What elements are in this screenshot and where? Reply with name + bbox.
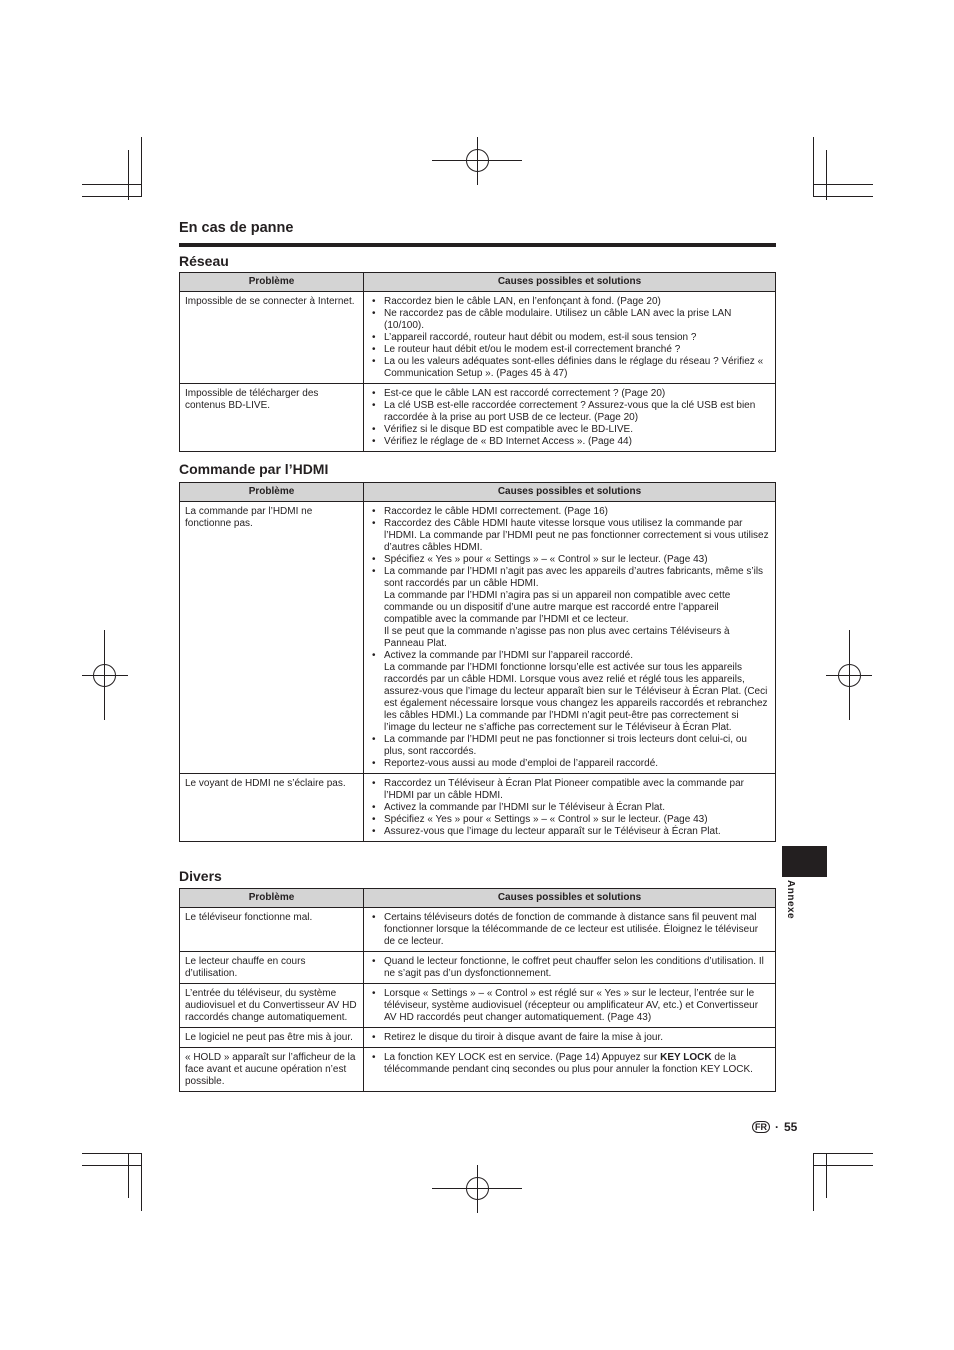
problem-cell: L’entrée du téléviseur, du système audiovisuel et du Convertisseur AV HD raccordés change automatiquement. bbox=[180, 984, 364, 1028]
solution-item: • Activez la commande par l’HDMI sur le Téléviseur à Écran Plat. bbox=[369, 802, 769, 814]
solution-item: • Certains téléviseurs dotés de fonction de commande à distance sans fil peuvent mal fonctionner lorsque la télécommande de ce lecteur est utilisée. Éloignez le téléviseur de ce lecteur. bbox=[369, 912, 769, 948]
table-row bbox=[180, 384, 776, 452]
solutions-list bbox=[369, 912, 769, 948]
column-header-solutions: Causes possibles et solutions bbox=[364, 889, 776, 908]
solution-item: • Raccordez un Téléviseur à Écran Plat Pioneer compatible avec la commande par l’HDMI par un câble HDMI. bbox=[369, 778, 769, 802]
solution-item: • La commande par l’HDMI n’agit pas avec les appareils d’autres fabricants, même s’ils sont raccordés par un câble HDMI. La commande par l’HDMI n’agira pas si un appareil non compatible avec cette commande ou un dispositif d’une autre marque est raccordé entre l’appareil compatible avec la commande par l’HDMI et ce lecteur. Il se peut que la commande n’agisse pas non plus avec certains Téléviseurs à Panneau Plat. bbox=[369, 566, 769, 650]
table-row bbox=[180, 908, 776, 952]
problem-cell: Le téléviseur fonctionne mal. bbox=[180, 908, 364, 952]
section-title-divers: Divers bbox=[179, 868, 222, 884]
page-number-separator: · bbox=[775, 1120, 779, 1134]
solutions-cell bbox=[364, 984, 776, 1028]
solutions-cell bbox=[364, 774, 776, 842]
table-row bbox=[180, 984, 776, 1028]
table-hdmi bbox=[179, 482, 776, 842]
problem-cell: « HOLD » apparaît sur l’afficheur de la face avant et aucune opération n’est possible. bbox=[180, 1048, 364, 1092]
column-header-problem: Problème bbox=[180, 889, 364, 908]
problem-cell: Impossible de télécharger des contenus BD-LIVE. bbox=[180, 384, 364, 452]
solutions-list bbox=[369, 506, 769, 770]
problem-cell: Le lecteur chauffe en cours d’utilisation. bbox=[180, 952, 364, 984]
solutions-list bbox=[369, 956, 769, 980]
language-badge: FR bbox=[752, 1121, 770, 1133]
table-row bbox=[180, 1048, 776, 1092]
solutions-list bbox=[369, 296, 769, 380]
table-row bbox=[180, 774, 776, 842]
solution-item: • Vérifiez si le disque BD est compatible avec le BD-LIVE. bbox=[369, 424, 769, 436]
annexe-tab-block bbox=[782, 846, 827, 877]
solution-item: • Est-ce que le câble LAN est raccordé correctement ? (Page 20) bbox=[369, 388, 769, 400]
solution-item: • La commande par l’HDMI peut ne pas fonctionner si trois lecteurs dont celui-ci, ou plus, sont raccordés. bbox=[369, 734, 769, 758]
table-divers bbox=[179, 888, 776, 1092]
column-header-problem: Problème bbox=[180, 483, 364, 502]
table-row bbox=[180, 292, 776, 384]
table-row bbox=[180, 952, 776, 984]
solutions-cell bbox=[364, 384, 776, 452]
solutions-list bbox=[369, 388, 769, 448]
solutions-list bbox=[369, 778, 769, 838]
solution-item: • La ou les valeurs adéquates sont-elles définies dans le réglage du réseau ? Vérifiez « Communication Setup ». (Pages 45 à 47) bbox=[369, 356, 769, 380]
page-number-value: 55 bbox=[784, 1120, 798, 1134]
column-header-solutions: Causes possibles et solutions bbox=[364, 273, 776, 292]
solution-item: • L’appareil raccordé, routeur haut débit ou modem, est-il sous tension ? bbox=[369, 332, 769, 344]
problem-cell: Le voyant de HDMI ne s’éclaire pas. bbox=[180, 774, 364, 842]
problem-cell: Impossible de se connecter à Internet. bbox=[180, 292, 364, 384]
solutions-list bbox=[369, 988, 769, 1024]
solution-item: • La clé USB est-elle raccordée correctement ? Assurez-vous que la clé USB est bien raccordée à la prise au port USB de ce lecteur. (Page 20) bbox=[369, 400, 769, 424]
solutions-cell bbox=[364, 908, 776, 952]
solution-item: • Quand le lecteur fonctionne, le coffret peut chauffer selon les conditions d’utilisation. Il ne s’agit pas d’un dysfonctionnement. bbox=[369, 956, 769, 980]
solution-item: • Retirez le disque du tiroir à disque avant de faire la mise à jour. bbox=[369, 1032, 769, 1044]
column-header-solutions: Causes possibles et solutions bbox=[364, 483, 776, 502]
solutions-cell bbox=[364, 1028, 776, 1048]
table-row bbox=[180, 502, 776, 774]
solution-item: • Assurez-vous que l’image du lecteur apparaît sur le Téléviseur à Écran Plat. bbox=[369, 826, 769, 838]
problem-cell: Le logiciel ne peut pas être mis à jour. bbox=[180, 1028, 364, 1048]
solution-item: • Activez la commande par l’HDMI sur l’appareil raccordé. La commande par l’HDMI fonctionne lorsqu’elle est activée sur tous les appareils raccordés par un câble HDMI. Lorsque vous avez relié et réglé tous les appareils, assurez-vous que l’image du lecteur apparaît bien sur le Téléviseur à Écran Plat. (Ceci est également nécessaire lorsque vous changez les appareils raccordés et rebranchez les câbles HDMI.) La commande par l’HDMI n’agit peut-être pas correctement si l’image du lecteur ne s’affiche pas correctement sur le Téléviseur à Écran Plat. bbox=[369, 650, 769, 734]
solution-item: • Reportez-vous aussi au mode d’emploi de l’appareil raccordé. bbox=[369, 758, 769, 770]
emphasis-key-label: KEY LOCK bbox=[660, 1052, 712, 1063]
table-reseau bbox=[179, 272, 776, 452]
solution-item: • Spécifiez « Yes » pour « Settings » – « Control » sur le lecteur. (Page 43) bbox=[369, 814, 769, 826]
table-row bbox=[180, 1028, 776, 1048]
solution-item: • Spécifiez « Yes » pour « Settings » – « Control » sur le lecteur. (Page 43) bbox=[369, 554, 769, 566]
page-title: En cas de panne bbox=[179, 219, 776, 247]
solution-item: • Raccordez le câble HDMI correctement. (Page 16) bbox=[369, 506, 769, 518]
section-title-hdmi: Commande par l’HDMI bbox=[179, 461, 329, 477]
solution-item: • Lorsque « Settings » – « Control » est réglé sur « Yes » sur le lecteur, l’entrée sur le téléviseur, système audiovisuel (récepteur ou amplificateur AV, etc.) et Convertisseur AV HD raccordés peut changer automatiquement. (Page 43) bbox=[369, 988, 769, 1024]
solution-item: • La fonction KEY LOCK est en service. (Page 14) Appuyez sur KEY LOCK de la télécommande pendant cinq secondes ou plus pour annuler la fonction KEY LOCK. bbox=[369, 1052, 769, 1076]
solutions-cell bbox=[364, 292, 776, 384]
solution-item: • Ne raccordez pas de câble modulaire. Utilisez un câble LAN avec la prise LAN (10/100). bbox=[369, 308, 769, 332]
solutions-list bbox=[369, 1052, 769, 1076]
annexe-tab-label: Annexe bbox=[785, 880, 796, 920]
solution-item: • Vérifiez le réglage de « BD Internet Access ». (Page 44) bbox=[369, 436, 769, 448]
solution-item: • Raccordez des Câble HDMI haute vitesse lorsque vous utilisez la commande par l’HDMI. La commande par l’HDMI peut ne pas fonctionner correctement si vous utilisez d’autres câbles HDMI. bbox=[369, 518, 769, 554]
solutions-cell bbox=[364, 1048, 776, 1092]
solutions-cell bbox=[364, 502, 776, 774]
problem-cell: La commande par l’HDMI ne fonctionne pas. bbox=[180, 502, 364, 774]
section-title-reseau: Réseau bbox=[179, 253, 229, 269]
solution-item: • Le routeur haut débit et/ou le modem est-il correctement branché ? bbox=[369, 344, 769, 356]
solutions-cell bbox=[364, 952, 776, 984]
column-header-problem: Problème bbox=[180, 273, 364, 292]
solutions-list bbox=[369, 1032, 769, 1044]
page-number bbox=[752, 1120, 797, 1134]
solution-item: • Raccordez bien le câble LAN, en l’enfonçant à fond. (Page 20) bbox=[369, 296, 769, 308]
